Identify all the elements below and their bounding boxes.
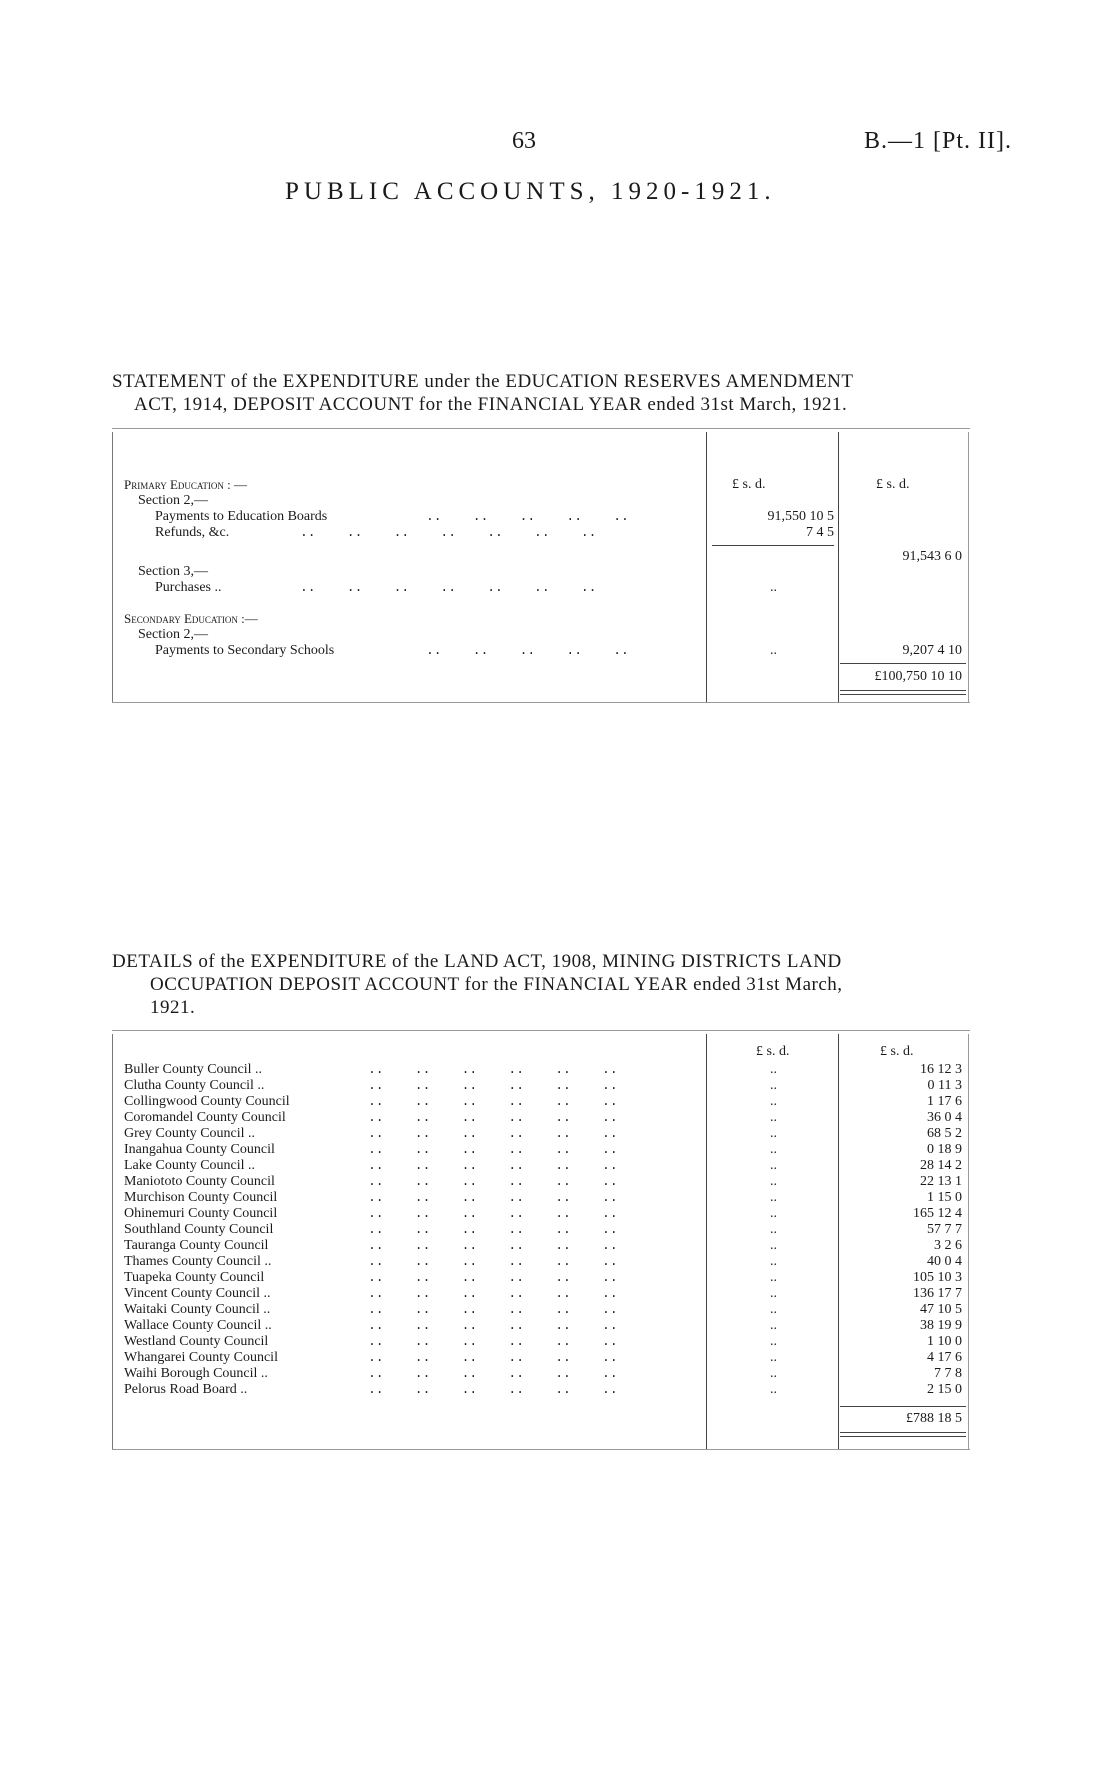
double-rule (840, 1432, 966, 1433)
leader-dots: .. .. .. .. .. .. (368, 1126, 618, 1141)
leader-dots: .. .. .. .. .. .. (368, 1318, 618, 1333)
amount-cell: 1 17 6 (927, 1094, 962, 1109)
details-title (112, 950, 972, 1019)
section-label: Section 2,— (138, 627, 208, 642)
column-divider (706, 1034, 707, 1449)
table-right-rule (968, 432, 969, 702)
council-name: Westland County Council (124, 1334, 269, 1349)
statement-title (112, 370, 972, 416)
amount-cell: .. (770, 1078, 777, 1093)
total-rule (840, 663, 966, 664)
amount-cell: .. (770, 1062, 777, 1077)
amount-cell: .. (770, 1222, 777, 1237)
leader-dots: .. .. .. .. .. .. (368, 1094, 618, 1109)
amount-cell: .. (770, 1302, 777, 1317)
amount-cell: 105 10 3 (913, 1270, 962, 1285)
page-title: PUBLIC ACCOUNTS, 1920-1921. (285, 178, 776, 205)
table-right-rule (968, 1034, 969, 1449)
double-rule (840, 1436, 966, 1437)
amount-cell: .. (770, 1350, 777, 1365)
leader-dots: .. .. .. .. .. .. .. (300, 580, 597, 595)
leader-dots: .. .. .. .. .. .. (368, 1254, 618, 1269)
amount-cell: 68 5 2 (927, 1126, 962, 1141)
council-name: Waihi Borough Council .. (124, 1366, 268, 1381)
leader-dots: .. .. .. .. .. .. (368, 1382, 618, 1397)
amount-cell: 7 7 8 (934, 1366, 962, 1381)
council-name: Collingwood County Council (124, 1094, 290, 1109)
page-number: 63 (512, 128, 536, 154)
amount-cell: 22 13 1 (920, 1174, 962, 1189)
council-name: Coromandel County Council (124, 1110, 286, 1125)
council-name: Ohinemuri County Council (124, 1206, 278, 1221)
details-title-line2: OCCUPATION DEPOSIT ACCOUNT for the FINANCIAL YEAR ended 31st March, (150, 974, 843, 995)
leader-dots: .. .. .. .. .. (426, 509, 629, 524)
leader-dots: .. .. .. .. .. .. (368, 1302, 618, 1317)
col-header-2: £ s. d. (880, 1044, 914, 1059)
row-label: Payments to Secondary Schools (155, 643, 335, 658)
leader-dots: .. .. .. .. .. .. (368, 1334, 618, 1349)
column-divider (706, 432, 707, 702)
double-rule (840, 690, 966, 691)
leader-dots: .. .. .. .. .. .. (368, 1190, 618, 1205)
col-header-2: £ s. d. (876, 477, 910, 492)
council-name: Buller County Council .. (124, 1062, 263, 1077)
leader-dots: .. .. .. .. .. .. (368, 1238, 618, 1253)
document-reference: B.—1 [Pt. II]. (864, 128, 1012, 154)
amount-cell: .. (770, 1094, 777, 1109)
council-name: Wallace County Council .. (124, 1318, 272, 1333)
leader-dots: .. .. .. .. .. .. (368, 1222, 618, 1237)
amount-cell: 40 0 4 (927, 1254, 962, 1269)
leader-dots: .. .. .. .. .. .. (368, 1110, 618, 1125)
leader-dots: .. .. .. .. .. .. (368, 1174, 618, 1189)
details-title-line1: DETAILS of the EXPENDITURE of the LAND ACT, 1908, MINING DISTRICTS LAND (112, 951, 842, 972)
amount-cell: 136 17 7 (913, 1286, 962, 1301)
column-divider (838, 432, 839, 702)
details-title-line3: 1921. (150, 997, 196, 1018)
table-bottom-rule (112, 702, 970, 703)
amount-cell: 47 10 5 (920, 1302, 962, 1317)
council-name: Grey County Council .. (124, 1126, 256, 1141)
council-name: Pelorus Road Board .. (124, 1382, 248, 1397)
amount-cell: 2 15 0 (927, 1382, 962, 1397)
amount-cell: .. (770, 1190, 777, 1205)
amount-cell: .. (770, 1334, 777, 1349)
table-bottom-rule (112, 1449, 970, 1450)
amount-cell: .. (770, 1206, 777, 1221)
row-label: Payments to Education Boards (155, 509, 328, 524)
table-left-rule (112, 432, 113, 702)
amount-cell: 0 18 9 (927, 1142, 962, 1157)
amount-cell: .. (770, 1174, 777, 1189)
col-header-1: £ s. d. (756, 1044, 790, 1059)
row-label: Refunds, &c. (155, 525, 230, 540)
col-header-1: £ s. d. (732, 477, 766, 492)
council-name: Lake County Council .. (124, 1158, 256, 1173)
primary-education-heading: Primary Education : — (124, 477, 248, 492)
council-name: Inangahua County Council (124, 1142, 275, 1157)
leader-dots: .. .. .. .. .. .. (368, 1350, 618, 1365)
council-name: Thames County Council .. (124, 1254, 272, 1269)
leader-dots: .. .. .. .. .. .. (368, 1366, 618, 1381)
council-name: Waitaki County Council .. (124, 1302, 271, 1317)
council-name: Whangarei County Council (124, 1350, 278, 1365)
amount-cell: .. (770, 1142, 777, 1157)
amount-cell: .. (770, 1366, 777, 1381)
amount-cell: 1 15 0 (927, 1190, 962, 1205)
amount-cell: .. (770, 1318, 777, 1333)
column-divider (838, 1034, 839, 1449)
amount-cell: 16 12 3 (920, 1062, 962, 1077)
leader-dots: .. .. .. .. .. .. (368, 1142, 618, 1157)
leader-dots: .. .. .. .. .. .. (368, 1206, 618, 1221)
leader-dots: .. .. .. .. .. (426, 643, 629, 658)
leader-dots: .. .. .. .. .. .. (368, 1270, 618, 1285)
row-label: Purchases .. (155, 580, 222, 595)
amount-cell: 7 4 5 (806, 525, 834, 540)
amount-cell: 38 19 9 (920, 1318, 962, 1333)
council-name: Tuapeka County Council (124, 1270, 265, 1285)
amount-cell: 1 10 0 (927, 1334, 962, 1349)
double-rule (840, 694, 966, 695)
subtotal-cell: 91,543 6 0 (902, 549, 962, 564)
council-name: Maniototo County Council (124, 1174, 275, 1189)
amount-cell: 28 14 2 (920, 1158, 962, 1173)
amount-cell: .. (770, 1286, 777, 1301)
amount-cell: 9,207 4 10 (902, 643, 962, 658)
secondary-education-heading: Secondary Education :— (124, 611, 258, 626)
council-name: Southland County Council (124, 1222, 274, 1237)
council-name: Clutha County Council .. (124, 1078, 265, 1093)
leader-dots: .. .. .. .. .. .. (368, 1062, 618, 1077)
amount-cell: 4 17 6 (927, 1350, 962, 1365)
subtotal-rule (712, 545, 834, 546)
total-rule (840, 1406, 966, 1407)
amount-cell: .. (770, 1158, 777, 1173)
amount-cell: .. (770, 580, 777, 595)
grand-total: £788 18 5 (906, 1411, 962, 1426)
leader-dots: .. .. .. .. .. .. (368, 1158, 618, 1173)
council-name: Murchison County Council (124, 1190, 278, 1205)
amount-cell: 0 11 3 (927, 1078, 962, 1093)
table-top-rule (112, 1030, 970, 1031)
amount-cell: .. (770, 1382, 777, 1397)
amount-cell: .. (770, 1238, 777, 1253)
amount-cell: .. (770, 1110, 777, 1125)
amount-cell: 91,550 10 5 (767, 509, 834, 524)
council-name: Tauranga County Council (124, 1238, 269, 1253)
amount-cell: 165 12 4 (913, 1206, 962, 1221)
amount-cell: .. (770, 1270, 777, 1285)
section-label: Section 2,— (138, 493, 208, 508)
section-label: Section 3,— (138, 564, 208, 579)
amount-cell: .. (770, 1254, 777, 1269)
amount-cell: 36 0 4 (927, 1110, 962, 1125)
amount-cell: .. (770, 1126, 777, 1141)
amount-cell: .. (770, 643, 777, 658)
table-left-rule (112, 1034, 113, 1449)
leader-dots: .. .. .. .. .. .. (368, 1078, 618, 1093)
grand-total: £100,750 10 10 (874, 669, 962, 684)
table-top-rule (112, 428, 970, 429)
statement-title-line1: STATEMENT of the EXPENDITURE under the EDUCATION RESERVES AMENDMENT (112, 371, 854, 392)
leader-dots: .. .. .. .. .. .. (368, 1286, 618, 1301)
council-name: Vincent County Council .. (124, 1286, 271, 1301)
amount-cell: 57 7 7 (927, 1222, 962, 1237)
amount-cell: 3 2 6 (934, 1238, 962, 1253)
leader-dots: .. .. .. .. .. .. .. (300, 525, 597, 540)
statement-title-line2: ACT, 1914, DEPOSIT ACCOUNT for the FINANCIAL YEAR ended 31st March, 1921. (134, 394, 848, 415)
